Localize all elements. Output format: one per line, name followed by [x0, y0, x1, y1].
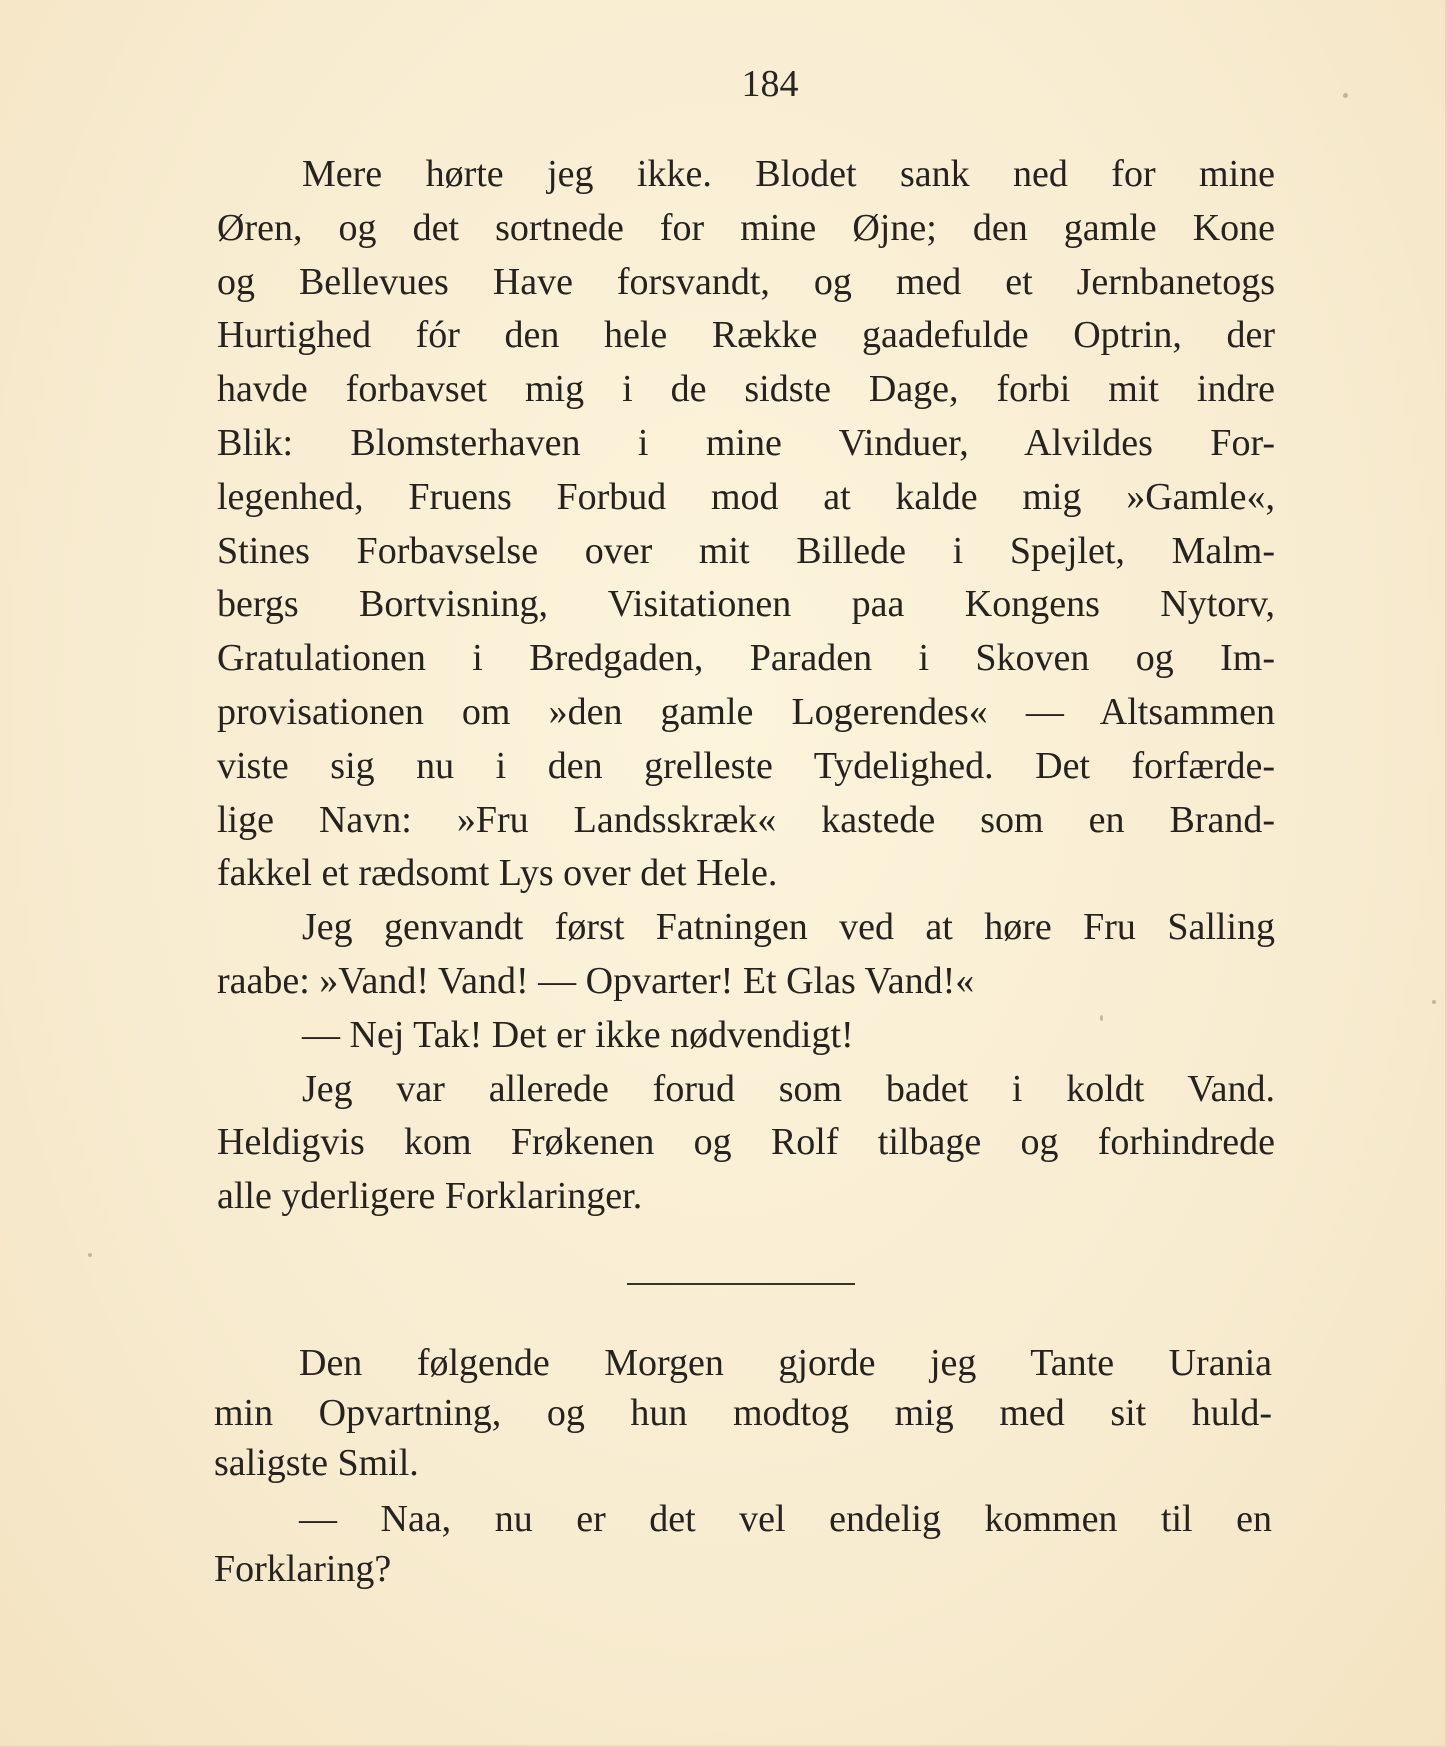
page-number: 184 — [741, 63, 799, 105]
text-line: Stines Forbavselse over mit Billede i Spejlet, Malm- — [217, 529, 1275, 572]
text-line: og Bellevues Have forsvandt, og med et Jernbanetogs — [217, 260, 1275, 303]
text-line: saligste Smil. — [214, 1442, 419, 1484]
text-line: Blik: Blomsterhaven i mine Vinduer, Alvildes For- — [217, 421, 1275, 464]
text-line: bergs Bortvisning, Visitationen paa Kongens Nytorv, — [217, 583, 1275, 626]
text-line: Forklaring? — [214, 1548, 392, 1590]
text-line: raabe: »Vand! Vand! — Opvarter! Et Glas Vand!« — [217, 959, 975, 1002]
text-line: fakkel et rædsomt Lys over det Hele. — [217, 852, 778, 895]
paper-speck — [1343, 93, 1348, 98]
text-line: Mere hørte jeg ikke. Blodet sank ned for mine — [302, 153, 1275, 195]
text-line: Gratulationen i Bredgaden, Paraden i Skoven og Im- — [217, 637, 1275, 680]
main-text — [217, 148, 1275, 1224]
section-divider — [627, 1283, 855, 1285]
text-line: Jeg var allerede forud som badet i koldt Vand. — [302, 1067, 1275, 1110]
paper-speck — [1100, 1015, 1103, 1021]
text-line: havde forbavset mig i de sidste Dage, forbi mit indre — [217, 368, 1275, 411]
text-line: legenhed, Fruens Forbud mod at kalde mig »Gamle«, — [217, 475, 1275, 518]
paper-speck — [88, 1253, 92, 1257]
text-line: Heldigvis kom Frøkenen og Rolf tilbage og forhindrede — [217, 1121, 1275, 1164]
text-line: alle yderligere Forklaringer. — [217, 1175, 643, 1218]
text-line: — Nej Tak! Det er ikke nødvendigt! — [302, 1013, 854, 1056]
text-line: min Opvartning, og hun modtog mig med sit huld- — [214, 1392, 1272, 1434]
continued-text — [214, 1338, 1272, 1594]
text-line: Jeg genvandt først Fatningen ved at høre Fru Salling — [302, 906, 1275, 949]
paper-speck — [1432, 1000, 1436, 1004]
text-line: Den følgende Morgen gjorde jeg Tante Urania — [299, 1342, 1272, 1384]
text-line: Hurtighed fór den hele Række gaadefulde Optrin, der — [217, 314, 1275, 357]
text-line: lige Navn: »Fru Landsskræk« kastede som en Brand- — [217, 798, 1275, 841]
text-line: provisationen om »den gamle Logerendes« — Altsammen — [217, 690, 1275, 733]
text-line: — Naa, nu er det vel endelig kommen til en — [299, 1498, 1272, 1540]
text-line: Øren, og det sortnede for mine Øjne; den gamle Kone — [217, 206, 1275, 249]
text-line: viste sig nu i den grelleste Tydelighed. Det forfærde- — [217, 744, 1275, 787]
